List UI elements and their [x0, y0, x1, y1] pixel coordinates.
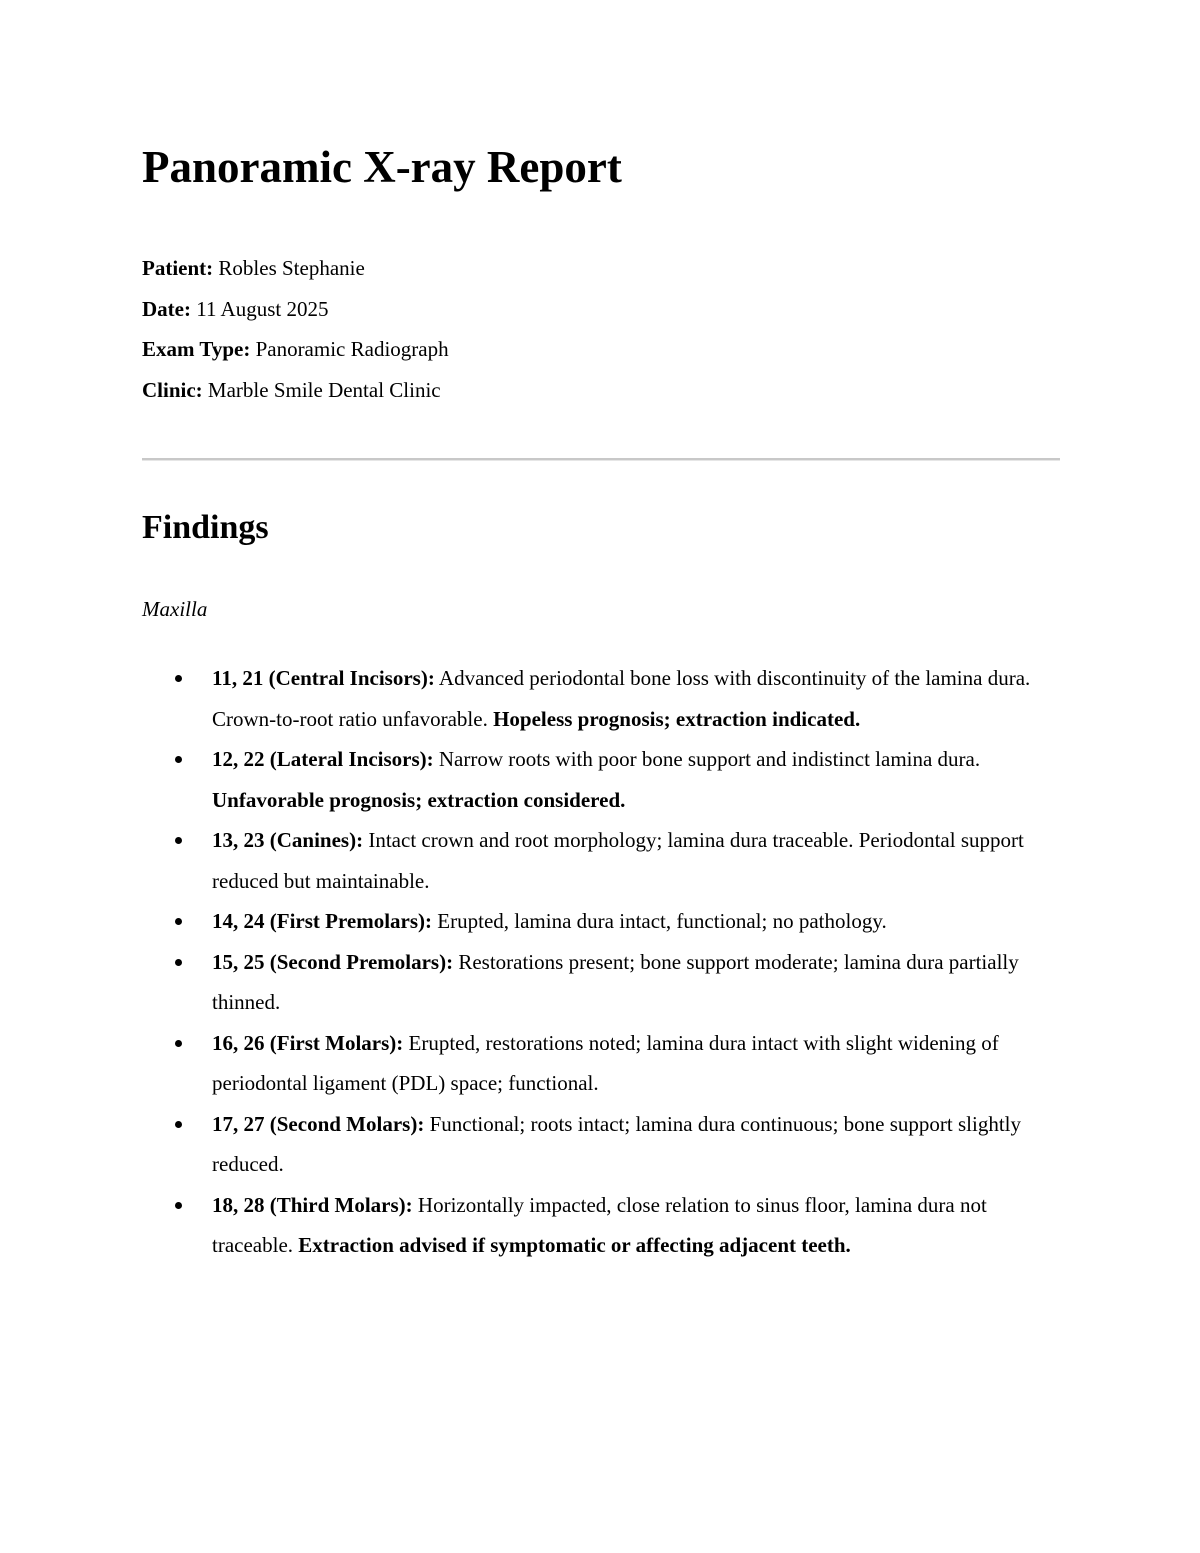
bullet-icon	[175, 1040, 182, 1047]
finding-teeth: 18, 28 (Third Molars):	[212, 1192, 413, 1217]
finding-emphasis: Unfavorable prognosis; extraction considered.	[212, 787, 626, 812]
finding-item	[142, 1104, 1060, 1185]
patient-name: Robles Stephanie	[218, 256, 365, 280]
finding-item	[142, 820, 1060, 901]
maxilla-label: Maxilla	[142, 597, 208, 621]
clinic-label: Clinic:	[142, 377, 203, 402]
exam-type-line	[142, 329, 1060, 370]
bullet-icon	[175, 959, 182, 966]
findings-list	[142, 658, 1060, 1266]
patient-info	[142, 248, 1060, 410]
finding-text: Intact crown and root morphology; lamina dura traceable. Periodontal support reduced but maintainable.	[212, 828, 1024, 893]
finding-text: Restorations present; bone support moderate; lamina dura partially thinned.	[212, 949, 1019, 1014]
date-line	[142, 289, 1060, 330]
finding-emphasis: Hopeless prognosis; extraction indicated.	[493, 706, 861, 731]
finding-teeth: 11, 21 (Central Incisors):	[212, 666, 435, 690]
finding-teeth: 14, 24 (First Premolars):	[212, 909, 433, 933]
finding-text: Functional; roots intact; lamina dura continuous; bone support slightly reduced.	[212, 1111, 1021, 1176]
finding-item	[142, 658, 1060, 739]
finding-teeth: 17, 27 (Second Molars):	[212, 1111, 425, 1136]
finding-teeth: 12, 22 (Lateral Incisors):	[212, 747, 434, 771]
finding-text: Advanced periodontal bone loss with discontinuity of the lamina dura. Crown-to-root ratio unfavorable.	[212, 666, 1031, 731]
finding-teeth: 15, 25 (Second Premolars):	[212, 949, 454, 974]
bullet-icon	[175, 1202, 182, 1209]
bullet-icon	[175, 837, 182, 844]
bullet-icon	[175, 675, 182, 682]
finding-emphasis: Extraction advised if symptomatic or affecting adjacent teeth.	[298, 1233, 851, 1257]
finding-item	[142, 739, 1060, 820]
exam-type-label: Exam Type:	[142, 337, 251, 361]
bullet-icon	[175, 1121, 182, 1128]
finding-teeth: 16, 26 (First Molars):	[212, 1030, 404, 1055]
finding-item	[142, 901, 1060, 942]
clinic-line	[142, 370, 1060, 411]
clinic-name: Marble Smile Dental Clinic	[207, 377, 441, 402]
finding-item	[142, 1023, 1060, 1104]
finding-text: Erupted, restorations noted; lamina dura intact with slight widening of periodontal ligament (PDL) space; functional.	[212, 1030, 999, 1095]
finding-text: Narrow roots with poor bone support and indistinct lamina dura.	[438, 747, 981, 771]
exam-type: Panoramic Radiograph	[255, 337, 449, 361]
bullet-icon	[175, 756, 182, 763]
finding-item	[142, 1185, 1060, 1266]
patient-label: Patient:	[142, 256, 214, 280]
findings-heading: Findings	[142, 509, 269, 546]
patient-line	[142, 248, 1060, 289]
bullet-icon	[175, 918, 182, 925]
finding-text: Horizontally impacted, close relation to sinus floor, lamina dura not traceable.	[212, 1192, 987, 1257]
finding-text: Erupted, lamina dura intact, functional; no pathology.	[437, 909, 887, 933]
page-title: Panoramic X-ray Report	[142, 142, 622, 192]
finding-item	[142, 942, 1060, 1023]
exam-date: 11 August 2025	[196, 296, 329, 321]
section-divider	[142, 458, 1060, 460]
date-label: Date:	[142, 296, 191, 321]
finding-teeth: 13, 23 (Canines):	[212, 828, 364, 852]
